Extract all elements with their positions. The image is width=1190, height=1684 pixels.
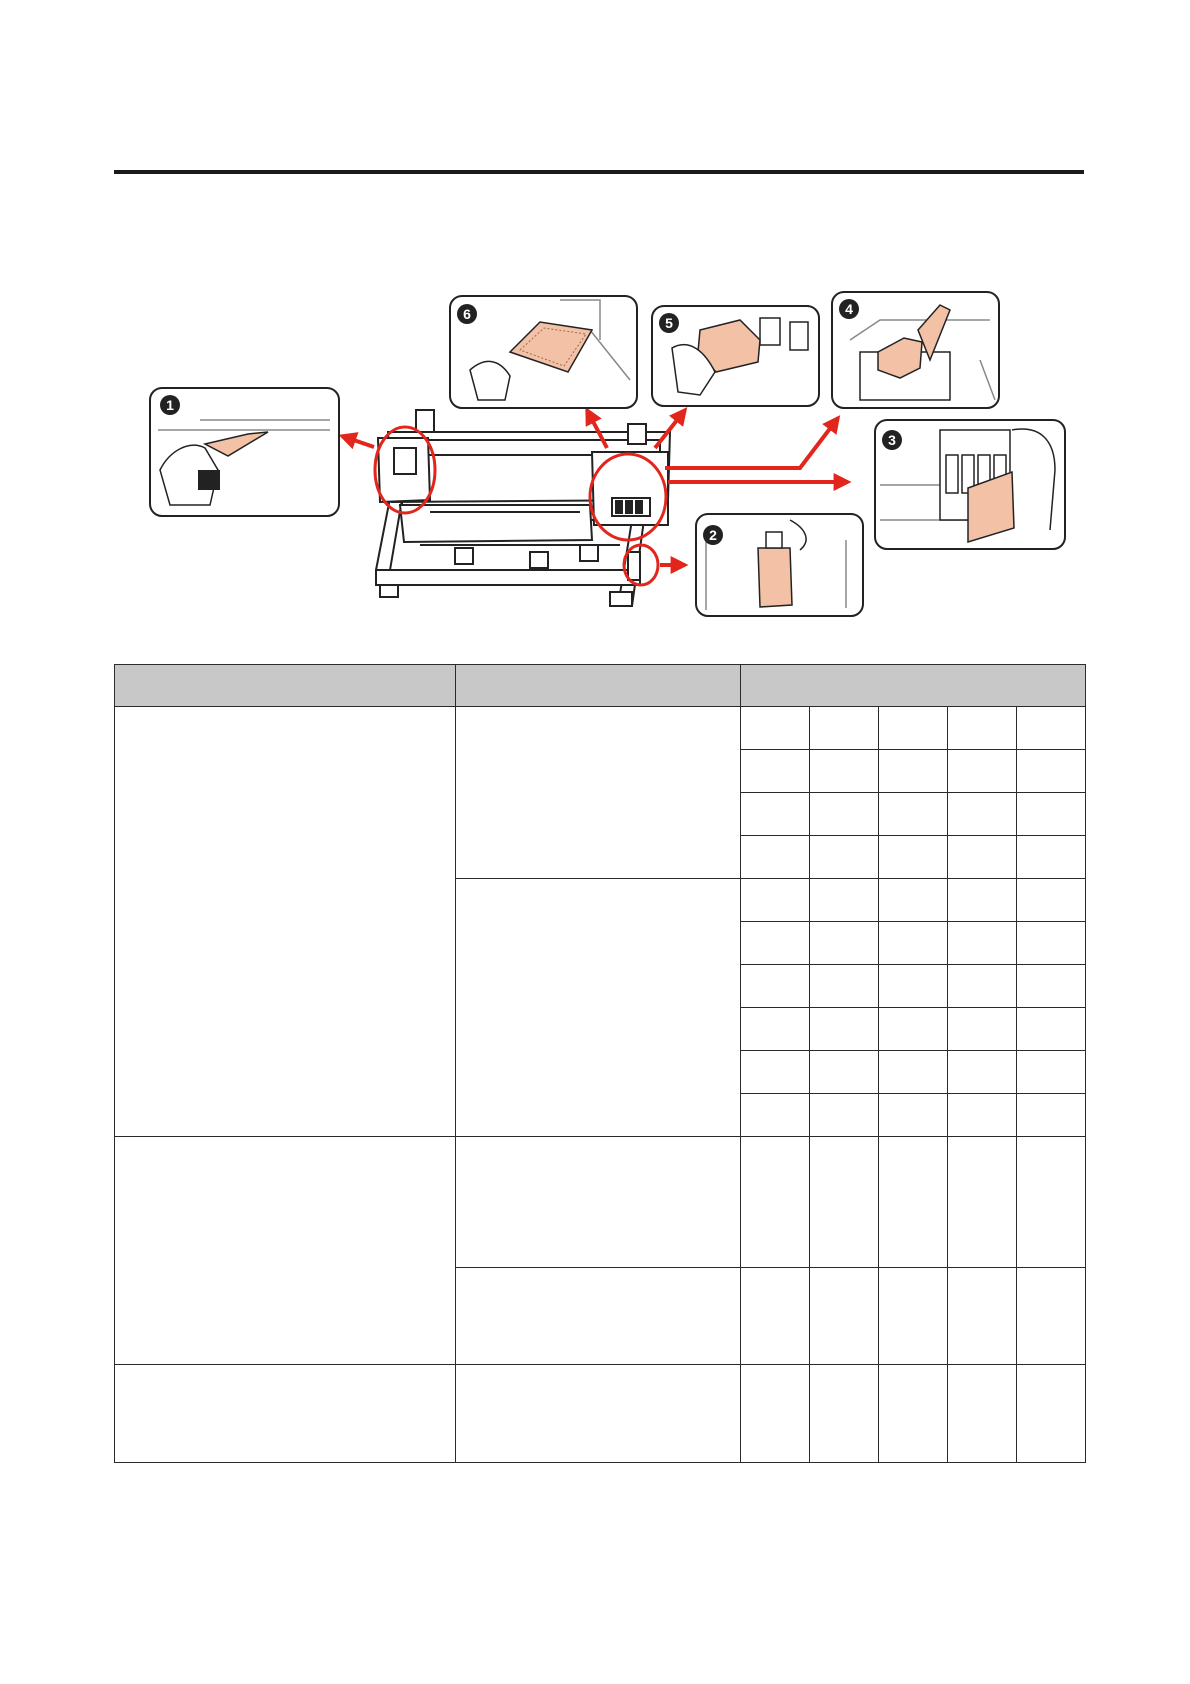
table-cell <box>948 1008 1017 1051</box>
table-cell <box>741 879 810 922</box>
table-cell <box>810 1094 879 1137</box>
table-cell <box>1017 1268 1086 1365</box>
table-row <box>115 707 1086 750</box>
table-cell <box>741 1094 810 1137</box>
table-cell <box>456 707 741 879</box>
table-cell <box>456 1137 741 1268</box>
table-cell <box>1017 750 1086 793</box>
table-cell <box>810 922 879 965</box>
table-cell <box>879 1094 948 1137</box>
table-cell <box>948 1051 1017 1094</box>
table-cell <box>879 1365 948 1463</box>
table-cell <box>810 1051 879 1094</box>
table-cell <box>741 1137 810 1268</box>
callout-panel-4 <box>832 292 999 408</box>
table-header-cell <box>115 665 456 707</box>
table-cell <box>741 922 810 965</box>
callout-panel-2 <box>696 514 863 616</box>
callout-number-3: 3 <box>888 432 896 448</box>
table-cell <box>948 922 1017 965</box>
table-cell <box>879 1137 948 1268</box>
table-cell <box>741 1008 810 1051</box>
table-cell <box>115 1365 456 1463</box>
table-cell <box>879 1008 948 1051</box>
table-cell <box>948 965 1017 1008</box>
table-cell <box>879 707 948 750</box>
table-cell <box>1017 879 1086 922</box>
table-cell <box>810 879 879 922</box>
table-cell <box>879 836 948 879</box>
callout-panel-1 <box>150 388 339 516</box>
table-cell <box>810 1365 879 1463</box>
table-cell <box>1017 793 1086 836</box>
arrow-to-1 <box>342 436 374 447</box>
callout-panel-3 <box>875 420 1065 549</box>
callout-panel-5 <box>652 306 819 406</box>
table-cell <box>948 707 1017 750</box>
table-cell <box>948 750 1017 793</box>
table-cell <box>1017 965 1086 1008</box>
callout-number-4: 4 <box>845 301 853 317</box>
table-cell <box>1017 1051 1086 1094</box>
arrow-to-4 <box>665 418 838 468</box>
table-cell <box>879 750 948 793</box>
table-header-row <box>115 665 1086 707</box>
table-cell <box>948 1137 1017 1268</box>
table-cell <box>1017 1365 1086 1463</box>
table-row <box>115 1365 1086 1463</box>
table-cell <box>879 879 948 922</box>
table-cell <box>879 1051 948 1094</box>
table-cell <box>948 1094 1017 1137</box>
table-cell <box>115 707 456 1137</box>
table-cell <box>810 965 879 1008</box>
maintenance-table <box>114 664 1086 1463</box>
table-cell <box>879 1268 948 1365</box>
table-header-cell <box>456 665 741 707</box>
table-cell <box>1017 1008 1086 1051</box>
printer-parts-diagram <box>0 0 1190 640</box>
table-cell <box>810 1137 879 1268</box>
table-cell <box>810 750 879 793</box>
table-cell <box>948 879 1017 922</box>
table-cell <box>879 965 948 1008</box>
table-cell <box>879 793 948 836</box>
table-cell <box>879 922 948 965</box>
table-cell <box>948 793 1017 836</box>
table-cell <box>456 1365 741 1463</box>
table-row <box>115 1137 1086 1268</box>
table-cell <box>741 750 810 793</box>
table-cell <box>741 1268 810 1365</box>
table-cell <box>1017 1094 1086 1137</box>
callout-number-1: 1 <box>166 397 174 413</box>
table-cell <box>456 879 741 1137</box>
table-cell <box>1017 922 1086 965</box>
table-cell <box>741 793 810 836</box>
table-cell <box>1017 836 1086 879</box>
table-cell <box>810 1268 879 1365</box>
table-cell <box>741 707 810 750</box>
table-cell <box>948 836 1017 879</box>
table-cell <box>948 1365 1017 1463</box>
table-cell <box>741 965 810 1008</box>
table-cell <box>810 707 879 750</box>
table-cell <box>741 1365 810 1463</box>
table-cell <box>741 1051 810 1094</box>
table-cell <box>948 1268 1017 1365</box>
table-cell <box>1017 1137 1086 1268</box>
table-cell <box>810 1008 879 1051</box>
table-header-cell <box>741 665 1086 707</box>
table-cell <box>810 793 879 836</box>
table-cell <box>115 1137 456 1365</box>
callout-panel-6 <box>450 296 637 408</box>
callout-number-2: 2 <box>709 527 717 543</box>
callout-number-6: 6 <box>463 306 471 322</box>
table-cell <box>741 836 810 879</box>
table-cell <box>810 836 879 879</box>
table-cell <box>456 1268 741 1365</box>
callout-number-5: 5 <box>665 315 673 331</box>
table-cell <box>1017 707 1086 750</box>
